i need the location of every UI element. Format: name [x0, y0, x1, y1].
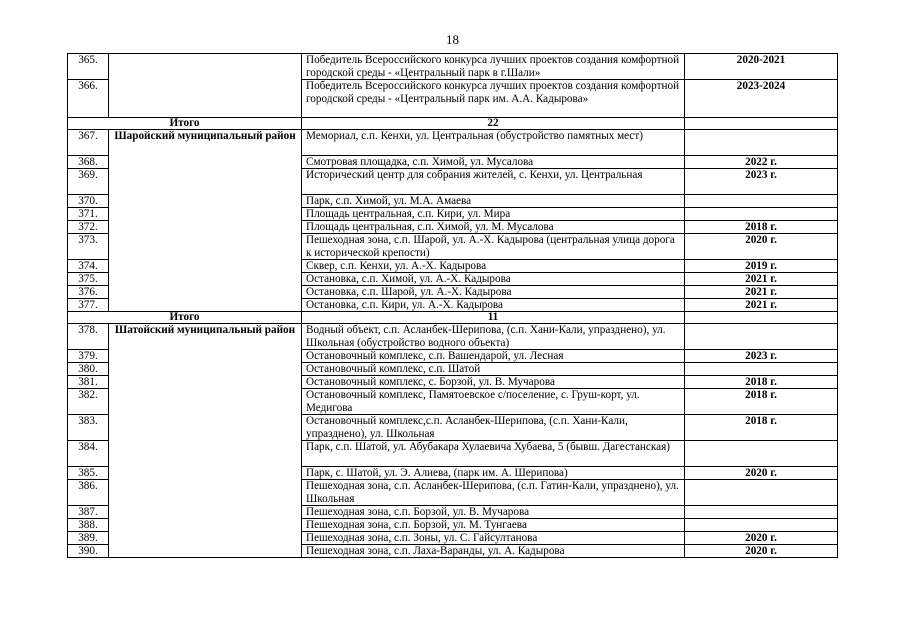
implementation-year: 2020 г.	[685, 545, 838, 558]
implementation-year: 2018 г.	[685, 415, 838, 441]
district-name	[109, 54, 302, 118]
object-name: Остановочный комплекс,с.п. Асланбек-Шерипова, (с.п. Хани-Кали, упразднено), ул. Школьная	[302, 415, 685, 441]
object-name: Парк, с.п. Химой, ул. М.А. Амаева	[302, 195, 685, 208]
row-number: 378.	[68, 324, 109, 350]
object-name: Пешеходная зона, с.п. Шарой, ул. А.-Х. Кадырова (центральная улица дорога к исторической крепости)	[302, 234, 685, 260]
implementation-year	[685, 195, 838, 208]
object-name: Остановочный комплекс, Памятоевское с/поселение, с. Груш-корт, ул. Медигова	[302, 389, 685, 415]
implementation-year: 2023 г.	[685, 350, 838, 363]
row-number: 370.	[68, 195, 109, 208]
row-number: 385.	[68, 467, 109, 480]
object-name: Площадь центральная, с.п. Кири, ул. Мира	[302, 208, 685, 221]
total-value: 11	[302, 312, 685, 324]
implementation-year	[685, 363, 838, 376]
object-name: Пешеходная зона, с.п. Борзой, ул. М. Тунгаева	[302, 519, 685, 532]
district-name: Шатойский муниципальный район	[109, 324, 302, 558]
implementation-year: 2018 г.	[685, 221, 838, 234]
row-number: 374.	[68, 260, 109, 273]
object-name: Пешеходная зона, с.п. Асланбек-Шерипова, (с.п. Гатин-Кали, упразднено), ул. Школьная	[302, 480, 685, 506]
row-number: 368.	[68, 156, 109, 169]
implementation-year	[685, 130, 838, 156]
total-empty-cell	[685, 312, 838, 324]
implementation-year: 2023 г.	[685, 169, 838, 195]
row-number: 381.	[68, 376, 109, 389]
row-number: 390.	[68, 545, 109, 558]
object-name: Мемориал, с.п. Кенхи, ул. Центральная (обустройство памятных мест)	[302, 130, 685, 156]
row-number: 384.	[68, 441, 109, 467]
row-number: 371.	[68, 208, 109, 221]
object-name: Остановка, с.п. Шарой, ул. А.-Х. Кадырова	[302, 286, 685, 299]
total-label: Итого	[68, 118, 302, 130]
object-name: Парк, с. Шатой, ул. Э. Алиева, (парк им. А. Шерипова)	[302, 467, 685, 480]
row-number: 372.	[68, 221, 109, 234]
total-label: Итого	[68, 312, 302, 324]
implementation-year	[685, 480, 838, 506]
object-name: Пешеходная зона, с.п. Борзой, ул. В. Мучарова	[302, 506, 685, 519]
implementation-year	[685, 519, 838, 532]
implementation-year: 2021 г.	[685, 273, 838, 286]
row-number: 373.	[68, 234, 109, 260]
total-empty-cell	[685, 118, 838, 130]
object-name: Пешеходная зона, с.п. Лаха-Варанды, ул. А. Кадырова	[302, 545, 685, 558]
row-number: 382.	[68, 389, 109, 415]
row-number: 383.	[68, 415, 109, 441]
implementation-year	[685, 441, 838, 467]
row-number: 389.	[68, 532, 109, 545]
object-name: Парк, с.п. Шатой, ул. Абубакара Хулаевича Хубаева, 5 (бывш. Дагестанская)	[302, 441, 685, 467]
implementation-year: 2020 г.	[685, 532, 838, 545]
object-name: Сквер, с.п. Кенхи, ул. А.-Х. Кадырова	[302, 260, 685, 273]
row-number: 365.	[68, 54, 109, 80]
object-name: Остановочный комплекс, с. Борзой, ул. В. Мучарова	[302, 376, 685, 389]
object-name: Остановочный комплекс, с.п. Шатой	[302, 363, 685, 376]
table-row	[68, 54, 838, 80]
implementation-year: 2020 г.	[685, 467, 838, 480]
district-name: Шаройский муниципальный район	[109, 130, 302, 312]
row-number: 387.	[68, 506, 109, 519]
improvement-objects-table	[67, 53, 838, 558]
object-name: Смотровая площадка, с.п. Химой, ул. Мусалова	[302, 156, 685, 169]
row-number: 380.	[68, 363, 109, 376]
row-number: 379.	[68, 350, 109, 363]
row-number: 369.	[68, 169, 109, 195]
implementation-year: 2021 г.	[685, 299, 838, 312]
table-row	[68, 130, 838, 156]
table-row	[68, 324, 838, 350]
row-number: 366.	[68, 80, 109, 118]
object-name: Пешеходная зона, с.п. Зоны, ул. С. Гайсултанова	[302, 532, 685, 545]
implementation-year: 2021 г.	[685, 286, 838, 299]
total-value: 22	[302, 118, 685, 130]
total-row	[68, 118, 838, 130]
row-number: 388.	[68, 519, 109, 532]
row-number: 375.	[68, 273, 109, 286]
implementation-year: 2020-2021	[685, 54, 838, 80]
implementation-year	[685, 324, 838, 350]
total-row	[68, 312, 838, 324]
row-number: 386.	[68, 480, 109, 506]
implementation-year: 2020 г.	[685, 234, 838, 260]
object-name: Площадь центральная, с.п. Химой, ул. М. Мусалова	[302, 221, 685, 234]
implementation-year: 2019 г.	[685, 260, 838, 273]
object-name: Остановка, с.п. Кири, ул. А.-Х. Кадырова	[302, 299, 685, 312]
object-name: Победитель Всероссийского конкурса лучших проектов создания комфортной городской среды - «Центральный парк в г.Шали»	[302, 54, 685, 80]
implementation-year: 2018 г.	[685, 376, 838, 389]
page-number: 18	[446, 32, 459, 47]
row-number: 367.	[68, 130, 109, 156]
implementation-year: 2018 г.	[685, 389, 838, 415]
implementation-year	[685, 208, 838, 221]
object-name: Остановка, с.п. Химой, ул. А.-Х. Кадырова	[302, 273, 685, 286]
implementation-year: 2023-2024	[685, 80, 838, 118]
row-number: 377.	[68, 299, 109, 312]
object-name: Водный объект, с.п. Асланбек-Шерипова, (с.п. Хани-Кали, упразднено), ул. Школьная (обустройство водного объекта)	[302, 324, 685, 350]
object-name: Исторический центр для собрания жителей, с. Кенхи, ул. Центральная	[302, 169, 685, 195]
row-number: 376.	[68, 286, 109, 299]
implementation-year	[685, 506, 838, 519]
implementation-year: 2022 г.	[685, 156, 838, 169]
object-name: Остановочный комплекс, с.п. Вашендарой, ул. Лесная	[302, 350, 685, 363]
object-name: Победитель Всероссийского конкурса лучших проектов создания комфортной городской среды - «Центральный парк им. А.А. Кадырова»	[302, 80, 685, 118]
